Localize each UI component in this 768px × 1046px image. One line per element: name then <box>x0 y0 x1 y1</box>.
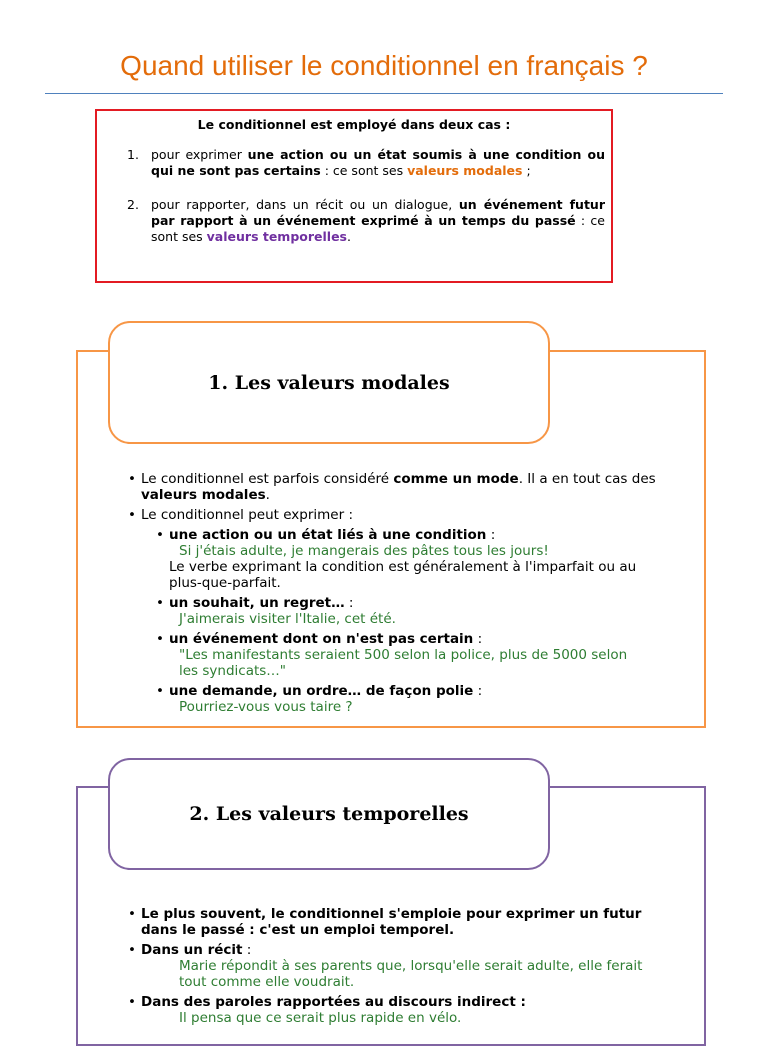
intro-heading: Le conditionnel est employé dans deux cas : <box>197 117 511 132</box>
text: : <box>242 942 252 958</box>
bold-text: valeurs modales <box>141 487 266 503</box>
example-text: J'aimerais visiter l'Italie, cet été. <box>179 611 396 627</box>
text: : <box>473 631 483 647</box>
list-item <box>128 942 658 990</box>
bold-text: une demande, un ordre… de façon polie <box>169 683 474 699</box>
example-text: Pourriez-vous vous taire ? <box>179 699 353 715</box>
list-item <box>128 471 658 503</box>
intro-item-text: : ce sont ses <box>320 163 408 178</box>
bold-text: une action ou un état liés à une condition <box>169 527 487 543</box>
intro-item-text: pour exprimer <box>151 147 248 162</box>
bold-text: comme un mode <box>393 471 519 487</box>
intro-item-number: 1. <box>127 147 139 162</box>
valeurs-temporelles-highlight: valeurs temporelles <box>206 229 348 244</box>
example-text: Si j'étais adulte, je mangerais des pâtes tous les jours! <box>179 543 549 559</box>
bold-text: Dans des paroles rapportées au discours indirect : <box>141 994 526 1010</box>
intro-item-text: ; <box>522 163 531 178</box>
list-item: • Le conditionnel peut exprimer : <box>128 507 658 523</box>
list-item <box>128 906 658 938</box>
valeurs-modales-highlight: valeurs modales <box>407 163 523 178</box>
sub-list-item <box>156 631 658 679</box>
intro-item-text: pour rapporter, dans un récit ou un dialogue, <box>151 197 459 212</box>
intro-item-bold: une action ou un état soumis à une condition ou qui ne sont pas certains <box>151 147 606 178</box>
intro-item-2 <box>127 197 605 245</box>
text: : <box>473 683 483 699</box>
bold-text: Le plus souvent, le conditionnel s'emploie pour exprimer un futur dans le passé : c'est un emploi temporel. <box>141 906 642 938</box>
sub-list-item <box>156 595 658 627</box>
intro-item-number: 2. <box>127 197 139 212</box>
text: : <box>486 527 496 543</box>
sub-list-item <box>156 527 658 591</box>
sub-list-item <box>156 683 658 715</box>
page-title: Quand utiliser le conditionnel en français ? <box>120 50 648 81</box>
bold-text: un événement dont on n'est pas certain <box>169 631 474 647</box>
text: : <box>344 595 354 611</box>
text: . Il a en tout cas des <box>518 471 656 487</box>
example-text: Il pensa que ce serait plus rapide en vélo. <box>179 1010 462 1026</box>
intro-item-bold: un événement futur par rapport à un événement exprimé à un temps du passé <box>151 197 605 228</box>
list-item <box>128 994 658 1026</box>
section-temporelles-content <box>128 906 658 1026</box>
section-modales-heading: 1. Les valeurs modales <box>108 321 550 444</box>
note-text: Le verbe exprimant la condition est généralement à l'imparfait ou au plus-que-parfait. <box>169 559 637 591</box>
intro-item-text: : ce sont ses <box>151 213 605 244</box>
bold-text: Dans un récit <box>141 942 243 958</box>
title-divider <box>45 93 723 94</box>
example-text: Marie répondit à ses parents que, lorsqu'elle serait adulte, elle ferait tout comme elle voudrait. <box>179 958 643 990</box>
text: Le conditionnel est parfois considéré <box>141 471 394 487</box>
section-temporelles-heading: 2. Les valeurs temporelles <box>108 758 550 870</box>
example-text: "Les manifestants seraient 500 selon la police, plus de 5000 selon les syndicats…" <box>179 647 628 679</box>
intro-box <box>95 109 613 283</box>
section-modales-content <box>128 471 658 715</box>
intro-item-1 <box>127 147 605 179</box>
intro-item-text: . <box>347 229 351 244</box>
bold-text: un souhait, un regret… <box>169 595 345 611</box>
text: . <box>265 487 270 503</box>
